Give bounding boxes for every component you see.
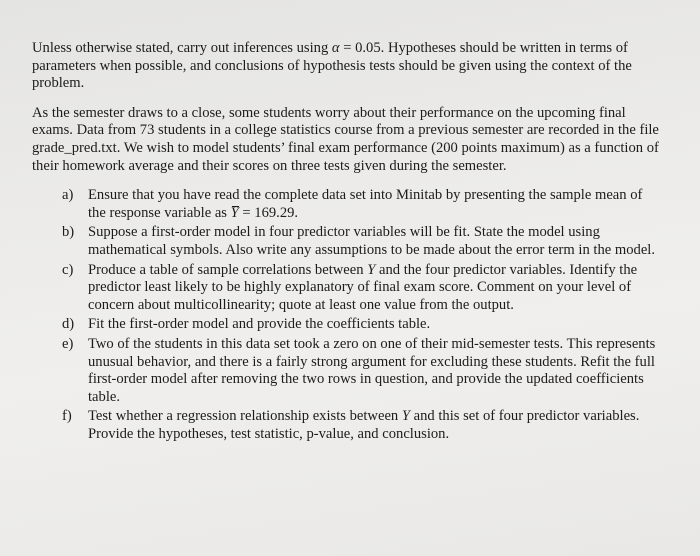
question-list	[32, 187, 662, 443]
question-text-end: and this set of four predictor variables. Provide the hypotheses, test statistic, p-value, and conclusion.	[88, 408, 640, 442]
question-text-start: Produce a table of sample correlations between	[88, 261, 368, 278]
question-text: Fit the first-order model and provide the coefficients table.	[88, 316, 431, 333]
question-item-a	[62, 187, 662, 222]
intro-text-end: . Hypotheses should be written in terms of parameters when possible, and conclusions of hypothesis tests should be given using the context of the problem.	[32, 40, 632, 92]
question-item-d	[62, 316, 662, 334]
y-symbol: Y	[401, 408, 410, 425]
question-marker: b)	[62, 224, 75, 241]
question-marker: e)	[62, 335, 74, 352]
question-text-start: Test whether a regression relationship exists between	[88, 408, 402, 425]
intro-paragraph	[32, 40, 662, 93]
question-text: Suppose a first-order model in four predictor variables will be fit. State the model using mathematical symbols. Also write any assumptions to be made about the error term in the model.	[88, 224, 656, 258]
question-item-e	[62, 336, 662, 406]
scenario-paragraph: As the semester draws to a close, some students worry about their performance on the upcoming final exams. Data from 73 students in a college statistics course from a previous semester are recorded in the file grade_pred.txt. We wish to model students’ final exam performance (200 points maximum) as a function of their homework average and their scores on three tests given during the semester.	[32, 104, 659, 174]
question-text: Ensure that you have read the complete data set into Minitab by presenting the sample mean of the response variable as	[88, 187, 643, 221]
question-item-b	[62, 224, 662, 259]
question-marker: a)	[62, 187, 74, 204]
question-text: Two of the students in this data set took a zero on one of their mid-semester tests. This represents unusual behavior, and there is a fairly strong argument for excluding these students. Refit the full first-order model after removing the two rows in question, and provide the updated coefficients table.	[88, 335, 656, 405]
question-marker: d)	[62, 316, 75, 333]
y-symbol: Y	[367, 261, 376, 278]
alpha-value: = 0.05	[339, 40, 381, 56]
question-item-c	[62, 262, 662, 315]
alpha-symbol: α	[331, 40, 340, 56]
question-text-end: and the four predictor variables. Identify the predictor least likely to be highly explanatory of final exam score. Comment on your level of concern about multicollinearity; quote at least one value from the output.	[88, 261, 638, 313]
question-marker: c)	[62, 261, 74, 278]
y-bar-symbol: Y	[230, 204, 239, 221]
question-marker: f)	[62, 408, 72, 425]
assignment-page	[32, 40, 662, 445]
question-item-f	[62, 408, 662, 443]
intro-text-start: Unless otherwise stated, carry out inferences using	[32, 40, 332, 56]
sample-mean-value: = 169.29.	[238, 204, 299, 221]
